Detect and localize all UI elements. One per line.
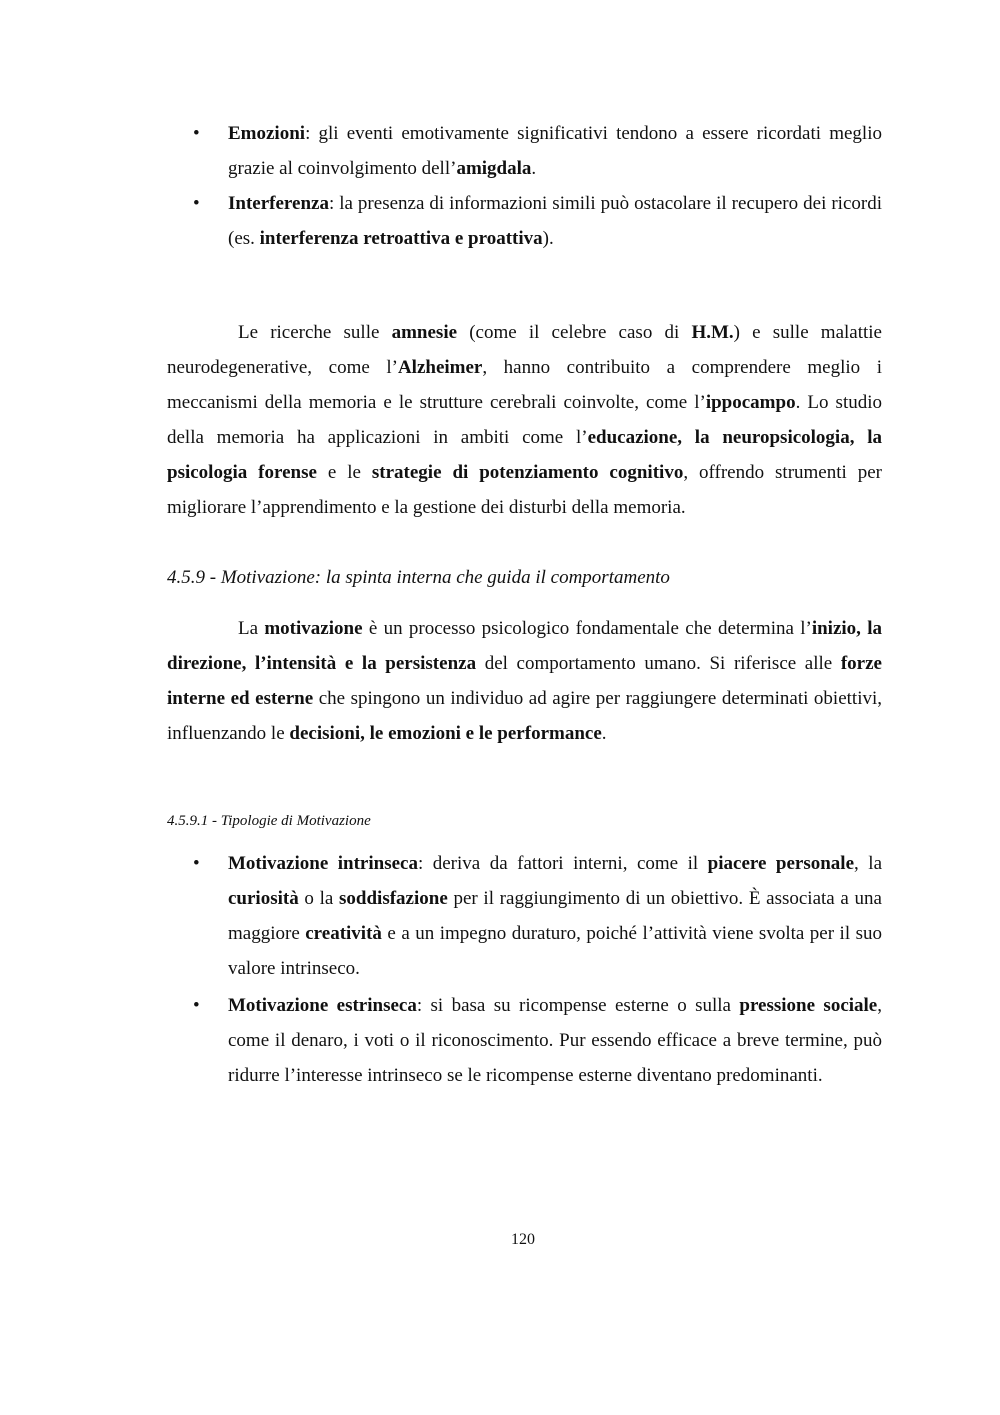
bullet-icon: • [193,995,200,1016]
bold-text-run: forze interne ed esterne [167,653,882,709]
text-run: (come il celebre caso di [457,322,692,343]
paragraph-text [167,618,882,744]
bold-text-run: Alzheimer [397,357,483,378]
text-run: per il raggiungimento di un obiettivo. È associata a una maggiore [228,888,882,944]
text-run: , hanno contribuito a comprendere meglio i meccanismi della memoria e le strutture cerebrali coinvolte, come l’ [167,357,882,413]
bold-text-run: Motivazione intrinseca [228,853,418,874]
text-run: e le [316,462,372,483]
bold-text-run: decisioni, le emozioni e le performance [289,723,602,744]
bold-text-run: Motivazione estrinseca [228,995,417,1016]
text-run: Le ricerche sulle [238,322,392,343]
text-run: , come il denaro, i voti o il riconoscimento. Pur essendo efficace a breve termine, può ridurre l’interesse intrinseco se le ricompense esterne diventano predominanti. [228,995,882,1086]
paragraph-motivation [167,611,882,751]
text-run: e a un impegno duraturo, poiché l’attività viene svolta per il suo valore intrinseco. [228,923,882,979]
text-run: , offrendo strumenti per migliorare l’apprendimento e la gestione dei disturbi della memoria. [167,462,882,518]
bold-text-run: strategie di potenziamento cognitivo [371,462,684,483]
subsection-title: 4.5.9.1 - Tipologie di Motivazione [167,813,371,829]
bold-text-run: ippocampo [705,392,796,413]
bold-text-run: soddisfazione [339,888,448,909]
bullet-icon: • [193,193,200,214]
text-run: La [238,618,265,639]
bold-text-run: creatività [305,923,382,944]
bold-text-run: piacere personale [707,853,855,874]
bold-text-run: H.M. [691,322,734,343]
text-run: , la [854,853,882,874]
text-run: : gli eventi emotivamente significativi tendono a essere ricordati meglio grazie al coinvolgimento dell’ [228,123,882,179]
text-run: : si basa su ricompense esterne o sulla [416,995,740,1016]
list-item-text [228,853,882,979]
section-title: 4.5.9 - Motivazione: la spinta interna che guida il comportamento [167,567,670,588]
bold-text-run: amnesie [391,322,458,343]
bold-text-run: pressione sociale [739,995,878,1016]
list-item [167,186,882,256]
list-item [167,116,882,186]
text-run: : la presenza di informazioni simili può ostacolare il recupero dei ricordi (es. [228,193,882,249]
bold-text-run: interferenza retroattiva e proattiva [259,228,543,249]
bold-text-run: Interferenza [228,193,329,214]
bold-text-run: Emozioni [228,123,306,144]
list-item-text [228,123,882,179]
text-run: che spingono un individuo ad agire per raggiungere determinati obiettivi, influenzando le [167,688,882,744]
bold-text-run: amigdala [456,158,532,179]
text-run: . Lo studio della memoria ha applicazioni in ambiti come l’ [167,392,882,448]
memory-factors-list [167,116,882,256]
text-run: del comportamento umano. Si riferisce alle [476,653,841,674]
text-run: . [531,158,537,179]
text-run: o la [298,888,340,909]
bullet-icon: • [193,853,200,874]
page-number: 120 [511,1231,535,1248]
list-item [167,988,882,1093]
text-run: ) e sulle malattie neurodegenerative, come l’ [167,322,882,378]
motivation-types-list [167,846,882,1093]
list-item [167,846,882,986]
paragraph-research [167,315,882,525]
bold-text-run: educazione, la neuropsicologia, la psicologia forense [167,427,882,483]
text-run: è un processo psicologico fondamentale che determina l’ [362,618,812,639]
text-run: : deriva da fattori interni, come il [417,853,708,874]
text-run: ). [542,228,554,249]
list-item-text [228,995,882,1086]
bold-text-run: curiosità [228,888,299,909]
paragraph-text [167,322,882,518]
bullet-icon: • [193,123,200,144]
bold-text-run: inizio, la direzione, l’intensità e la persistenza [167,618,883,674]
text-run: . [601,723,607,744]
bold-text-run: motivazione [264,618,363,639]
list-item-text [228,193,882,249]
